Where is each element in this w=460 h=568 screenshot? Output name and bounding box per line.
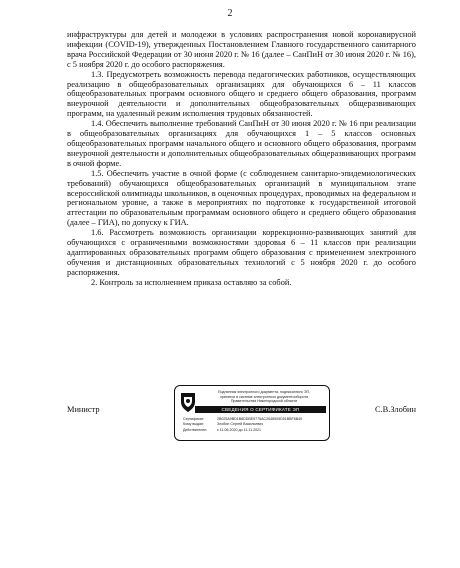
signer-position: Министр [67,405,100,414]
stamp-header-line: Правительства Нижегородской области [230,399,298,404]
validity-label: Действителен: [183,427,208,432]
stamp-header [201,390,327,404]
paragraph-continuation: инфраструктуры для детей и молодежи в условиях распространения новой коронавирусной инфекции (COVID-19), утвержденных Постановлением Главного государственного санитарного врача Российской Федерации от 30 июня 2020 г. № 16 (далее – СанПиН от 30 июня 2020 г. № 16), с 5 ноября 2020 г. до особого распоряжения. [67,30,416,69]
signer-name: С.В.Злобин [374,405,416,414]
paragraph-1-5: 1.5. Обеспечить участие в очной форме (с соблюдением санитарно-эпидемиологических требований) обучающихся общеобразовательных организаций в муниципальном этапе всероссийской олимпиады школьников, в оценочных процедурах, проводимых на федеральном и региональном уровне, а также в мероприятиях по подготовке к государственной итоговой аттестации по образовательным программам основного общего и среднего общего образования (далее – ГИА), по допуску к ГИА. [67,168,416,228]
page-number: 2 [227,8,233,19]
owner-name: Злобин Сергей Васильевич [217,422,264,427]
paragraph-2: 2. Контроль за исполнением приказа оставляю за собой. [91,277,292,287]
stamp-header-line: хранится в системе электронного документооборота [219,394,309,399]
certificate-info-title: СВЕДЕНИЯ О СЕРТИФИКАТЕ ЭП [195,406,326,413]
certificate-serial: 2B025A9BD1B8DDBE9775AC2648905D51BBF6B45 [217,417,303,421]
document-body [67,30,416,288]
certificate-row [183,428,327,433]
certificate-details [183,417,327,433]
paragraph-1-6: 1.6. Рассмотреть возможность организации коррекционно-развивающих занятий для обучающихся с ограниченными возможностями здоровья 6 – 11 классов при реализации адаптированных образовательных программ общего образования с применением электронного обучения и дистанционных образовательных технологий с 5 ноября 2020 г. до особого распоряжения. [67,228,416,277]
paragraph-1-4: 1.4. Обеспечить выполнение требований СанПиН от 30 июня 2020 г. № 16 при реализации в общеобразовательных организациях для обучающихся 1 – 5 классов основных общеобразовательных программ начального общего и основного общего образования, программ внеурочной деятельности и дополнительных общеобразовательных общеразвивающих программ в очной форме. [67,119,416,168]
owner-label: Кому выдан: [183,422,204,427]
electronic-signature-stamp [174,385,330,441]
stamp-header-line: Подлинник электронного документа, подписанного ЭП, [217,390,311,394]
paragraph-1-3: 1.3. Предусмотреть возможность перевода педагогических работников, осуществляющих реализацию в общеобразовательных организациях для обучающихся 6 – 11 классов общеобразовательных программ основного общего и среднего общего образования, программ внеурочной деятельности и дополнительных общеобразовательных общеразвивающих программ, на удаленный режим исполнения трудовых обязанностей. [67,69,416,119]
certificate-label: Сертификат: [183,417,205,421]
validity-period: с 11.06.2020 до 11.11.2021 [217,427,262,432]
